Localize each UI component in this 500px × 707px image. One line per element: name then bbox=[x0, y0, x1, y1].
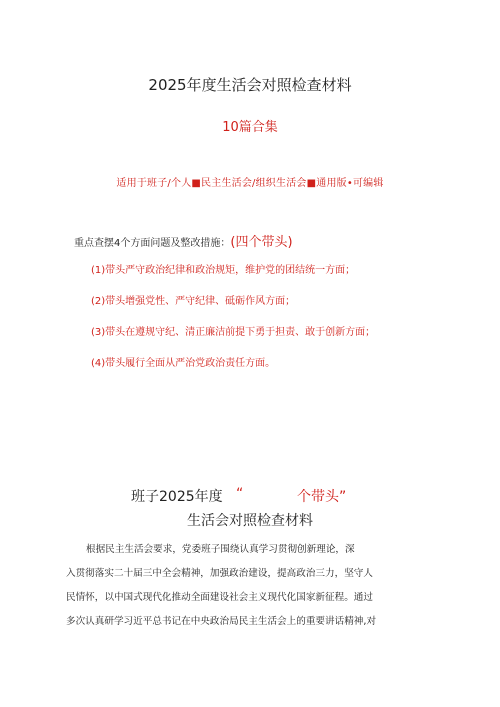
focus-label: 重点查摆4个方面问题及整改措施： bbox=[74, 238, 231, 249]
focus-item-list bbox=[91, 263, 471, 387]
body-paragraph bbox=[66, 538, 438, 634]
collection-subtitle: 10篇合集 bbox=[222, 120, 278, 135]
section-title-part1: 班子2025年度 bbox=[131, 489, 223, 505]
section-subtitle: 生活会对照检查材料 bbox=[187, 513, 313, 529]
scope-line: 适用于班子/个人■民主生活会/组织生活会■通用版•可编辑 bbox=[116, 178, 384, 189]
section-title-quote: “ bbox=[236, 486, 244, 502]
body-line: 入贯彻落实二十届三中全会精神，加强政治建设，提高政治三力，坚守人 bbox=[66, 568, 373, 579]
body-line: 多次认真研学习近平总书记在中央政治局民主生活会上的重要讲话精神,对 bbox=[66, 616, 377, 627]
document-title: 2025年度生活会对照检查材料 bbox=[148, 76, 352, 94]
focus-item: (2)带头增强党性、严守纪律、砥砺作风方面； bbox=[91, 296, 296, 307]
body-line: 根据民主生活会要求，党委班子围绕认真学习贯彻创新理论，深 bbox=[86, 544, 355, 555]
focus-highlight: (四个带头) bbox=[230, 235, 293, 250]
focus-heading bbox=[74, 231, 474, 250]
focus-item: (3)带头在遵规守纪、清正廉洁前提下勇于担责、敢于创新方面； bbox=[91, 327, 376, 338]
section-title-part2: 个带头” bbox=[297, 489, 347, 505]
focus-item: (1)带头严守政治纪律和政治规矩，维护党的团结统一方面； bbox=[91, 265, 356, 276]
focus-item: (4)带头履行全面从严治党政治责任方面。 bbox=[91, 358, 276, 369]
body-line: 民情怀，以中国式现代化推动全面建设社会主义现代化国家新征程。通过 bbox=[66, 592, 373, 603]
